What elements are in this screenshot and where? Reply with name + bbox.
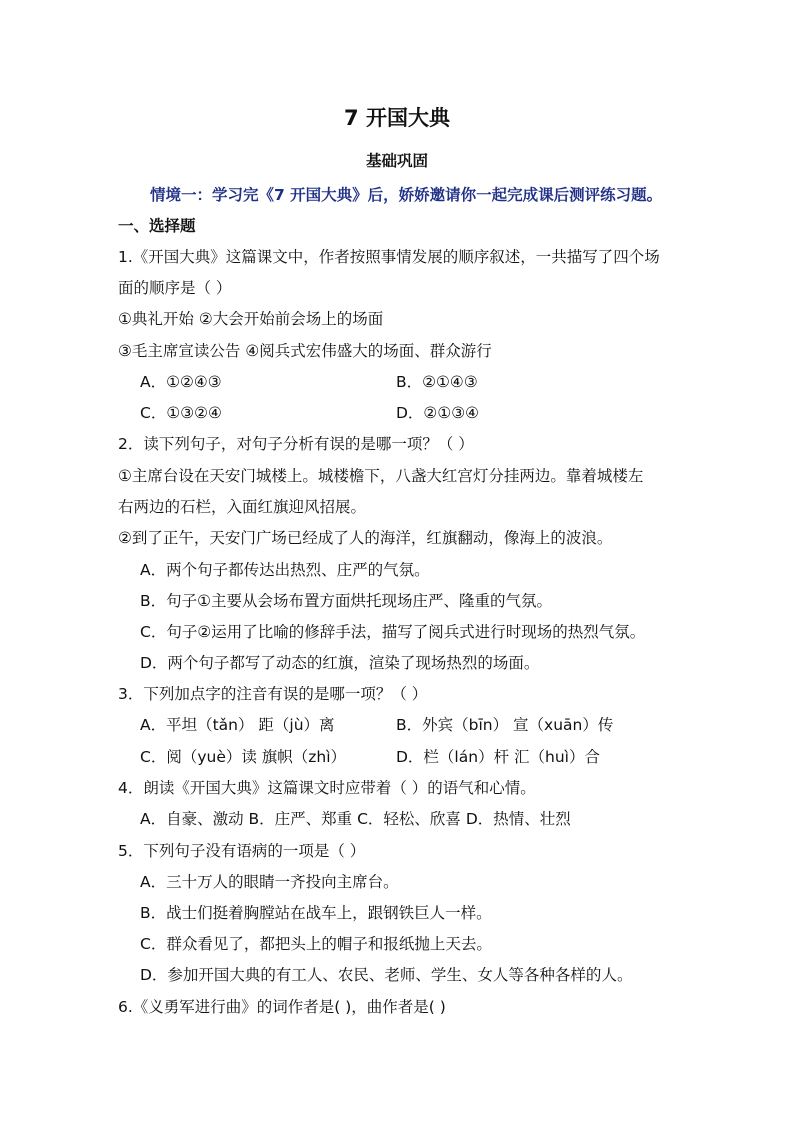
q5-stem: 5．下列句子没有语病的一项是（ ） <box>118 842 366 860</box>
q1-option-d: D．②①③④ <box>396 404 480 422</box>
q3-stem: 3．下列加点字的注音有误的是哪一项？（ ） <box>118 685 428 703</box>
q1-stem-line1: 1.《开国大典》这篇课文中，作者按照事情发展的顺序叙述，一共描写了四个场 <box>118 248 660 266</box>
q3-option-a: A．平坦（tǎn） 距（jù）离 <box>140 716 335 734</box>
q4-options: A．自豪、激动 B．庄严、郑重 C．轻松、欣喜 D．热情、壮烈 <box>140 810 571 828</box>
q1-items-line1: ①典礼开始 ②大会开始前会场上的场面 <box>118 310 384 328</box>
section-subtitle: 基础巩固 <box>365 152 428 170</box>
q2-option-d: D．两个句子都写了动态的红旗，渲染了现场热烈的场面。 <box>140 654 540 672</box>
page-title: 7 开国大典 <box>344 106 450 130</box>
q3-option-b: B．外宾（bīn） 宣（xuān）传 <box>396 716 614 734</box>
situation-text: 情境一：学习完《7 开国大典》后，娇娇邀请你一起完成课后测评练习题。 <box>150 186 663 204</box>
q1-option-a: A．①②④③ <box>140 373 222 391</box>
q2-option-a: A．两个句子都传达出热烈、庄严的气氛。 <box>140 561 430 579</box>
section-heading: 一、选择题 <box>118 217 196 235</box>
q5-option-d: D．参加开国大典的有工人、农民、老师、学生、女人等各种各样的人。 <box>140 966 633 984</box>
q1-stem-line2: 面的顺序是（ ） <box>118 279 232 297</box>
q2-sentence1-line2: 右两边的石栏，入面红旗迎风招展。 <box>118 498 367 516</box>
q2-option-b: B．句子①主要从会场布置方面烘托现场庄严、隆重的气氛。 <box>140 592 553 610</box>
q5-option-a: A．三十万人的眼睛一齐投向主席台。 <box>140 873 399 891</box>
q1-option-b: B．②①④③ <box>396 373 478 391</box>
q3-option-d: D．栏（lán）杆 汇（huì）合 <box>396 748 600 766</box>
q3-option-c: C．阅（yuè）读 旗帜（zhì） <box>140 748 347 766</box>
q5-option-c: C．群众看见了，都把头上的帽子和报纸抛上天去。 <box>140 935 492 953</box>
q2-sentence1-line1: ①主席台设在天安门城楼上。城楼檐下，八盏大红宫灯分挂两边。靠着城楼左 <box>118 467 644 485</box>
q2-option-c: C．句子②运用了比喻的修辞手法，描写了阅兵式进行时现场的热烈气氛。 <box>140 623 646 641</box>
q2-sentence2: ②到了正午，天安门广场已经成了人的海洋，红旗翻动，像海上的波浪。 <box>118 529 613 547</box>
q1-option-c: C．①③②④ <box>140 404 222 422</box>
q4-stem: 4．朗读《开国大典》这篇课文时应带着（ ）的语气和心情。 <box>118 779 536 797</box>
q6-stem: 6.《义勇军进行曲》的词作者是( )，曲作者是( ) <box>118 998 446 1016</box>
q1-items-line2: ③毛主席宣读公告 ④阅兵式宏伟盛大的场面、群众游行 <box>118 342 492 360</box>
q2-stem: 2．读下列句子，对句子分析有误的是哪一项？（ ） <box>118 435 474 453</box>
q5-option-b: B．战士们挺着胸膛站在战车上，跟钢铁巨人一样。 <box>140 904 492 922</box>
